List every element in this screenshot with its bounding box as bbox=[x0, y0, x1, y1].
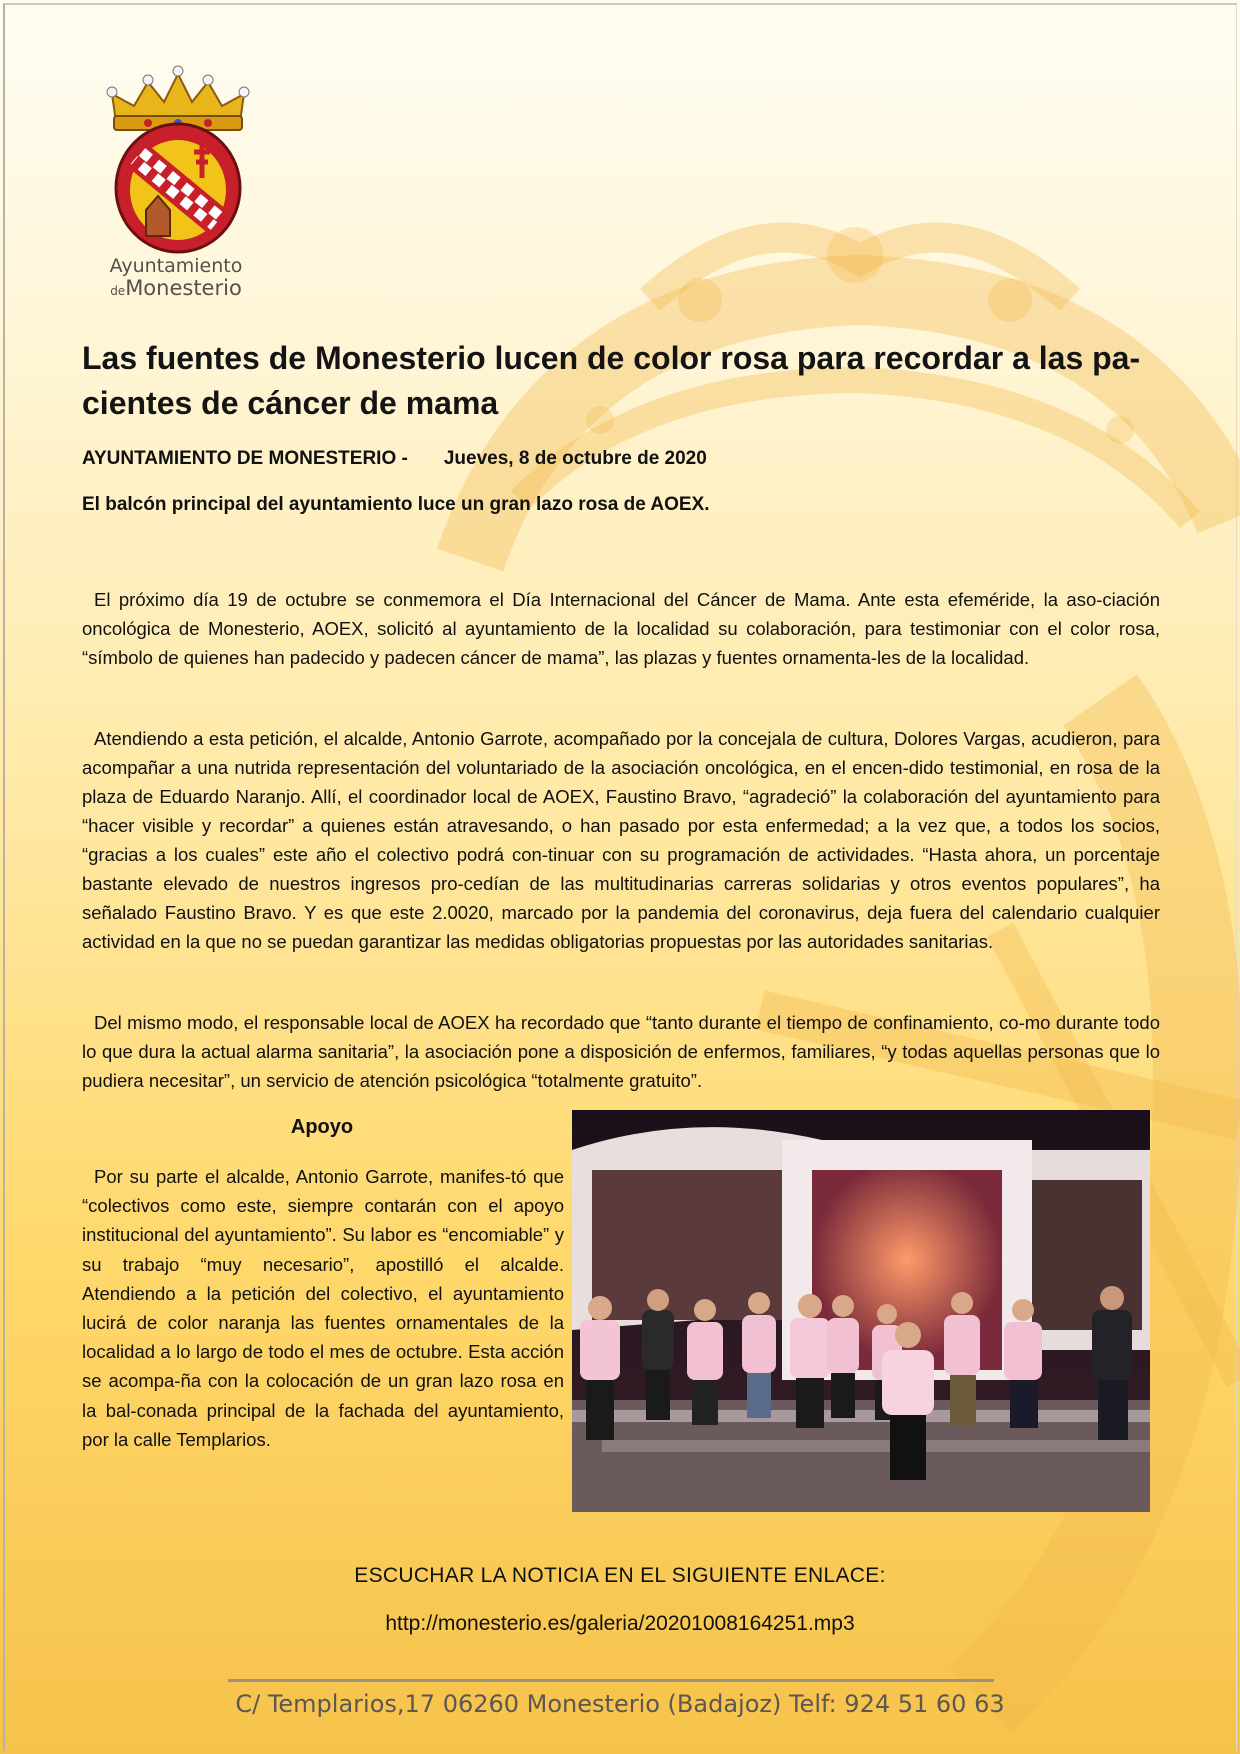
footer-divider bbox=[228, 1679, 994, 1682]
paragraph-2: Atendiendo a esta petición, el alcalde, Antonio Garrote, acompañado por la concejala de cultura, Dolores Vargas, acudieron, para acompañar a una nutrida representación del voluntariado de la asociación oncológica, en el encen-dido testimonial, en rosa de la plaza de Eduardo Naranjo. Allí, el coordinador local de AOEX, Faustino Bravo, “agradeció” la colaboración del ayuntamiento para “hacer visible y recordar” a quienes están atravesando, o han pasado por esta enfermedad; a la vez que, a todos los socios, “gracias a los cuales” este año el colectivo podrá con-tinuar con su programación de actividades. “Hasta ahora, un porcentaje bastante elevado de nuestros ingresos pro-cedían de las multitudinarias carreras solidarias y otros eventos populares”, ha señalado Faustino Bravo. Y es que este 2.0020, marcado por la pandemia del coronavirus, deja fuera del calendario cualquier actividad en la que no se puedan garantizar las medidas obligatorias propuestas por las autoridades sanitarias. bbox=[82, 728, 1160, 952]
article-title: Las fuentes de Monesterio lucen de color rosa para recordar a las pa-cientes de cáncer de mama bbox=[82, 340, 1141, 421]
paragraph-3: Del mismo modo, el responsable local de AOEX ha recordado que “tanto durante el tiempo de confinamiento, co-mo durante todo lo que dura la actual alarma sanitaria”, la asociación pone a disposición de enfermos, familiares, “y todas aquellas personas que lo pudiera necesitar”, un servicio de atención psicológica “totalmente gratuito”. bbox=[82, 1012, 1160, 1091]
article-byline bbox=[82, 448, 707, 470]
paragraph-1: El próximo día 19 de octubre se conmemora el Día Internacional del Cáncer de Mama. Ante esta efeméride, la aso-ciación oncológica de Monesterio, AOEX, solicitó al ayuntamiento de la localidad su colaboración, para testimoniar con el color rosa, “símbolo de quienes han padecido y padecen cáncer de mama”, las plazas y fuentes ornamenta-les de la localidad. bbox=[82, 589, 1160, 668]
audio-link[interactable]: http://monesterio.es/galeria/20201008164251.mp3 bbox=[385, 1612, 855, 1635]
logo-line-1: Ayuntamiento bbox=[109, 255, 243, 277]
section-heading-apoyo: Apoyo bbox=[290, 1116, 354, 1138]
logo-line-2-prefix: de bbox=[110, 284, 126, 298]
article-date: Jueves, 8 de octubre de 2020 bbox=[443, 448, 707, 469]
group-photo-icon bbox=[572, 1110, 1150, 1512]
logo-line-2-main: Monesterio bbox=[125, 276, 242, 300]
article-source: AYUNTAMIENTO DE MONESTERIO - bbox=[82, 448, 408, 469]
listen-label: ESCUCHAR LA NOTICIA EN EL SIGUIENTE ENLACE: bbox=[354, 1564, 886, 1587]
paragraph-apoyo: Por su parte el alcalde, Antonio Garrote, manifes-tó que “colectivos como este, siempre contarán con el apoyo institucional del ayuntamiento”. Su labor es “encomiable” y su trabajo “muy necesario”, apostilló el alcalde. Atendiendo a la petición del colectivo, el ayuntamiento lucirá de color naranja las fuentes ornamentales de la localidad a lo largo de todo el mes de octubre. Esta acción se acompa-ña con la colocación de un gran lazo rosa en la bal-conada principal de la fachada del ayuntamiento, por la calle Templarios. bbox=[82, 1166, 564, 1450]
logo-wordmark bbox=[86, 256, 266, 302]
article-subheading: El balcón principal del ayuntamiento luce un gran lazo rosa de AOEX. bbox=[82, 494, 710, 515]
logo-line-2 bbox=[86, 277, 266, 302]
footer-address: C/ Templarios,17 06260 Monesterio (Badajoz) Telf: 924 51 60 63 bbox=[235, 1690, 1005, 1718]
